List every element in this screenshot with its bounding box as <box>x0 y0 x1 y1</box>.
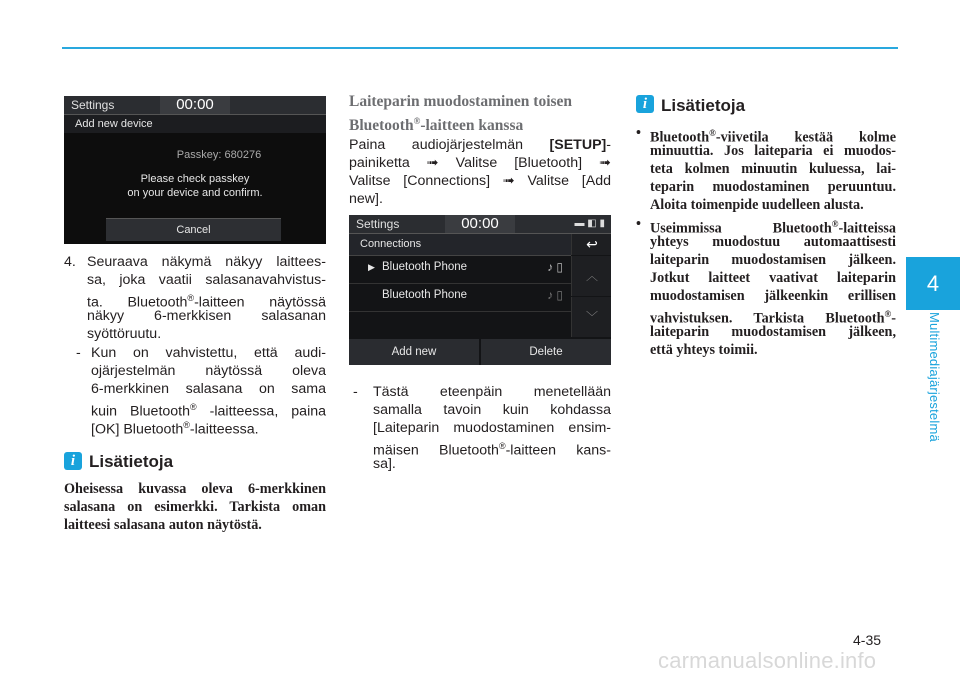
play-icon: ▶ <box>368 262 375 272</box>
screen-title: Settings <box>356 217 400 231</box>
step-text-line: Seuraava näkymä näkyy laittees- <box>87 254 326 270</box>
note-line: mäisen Bluetooth®-laitteen kans- <box>373 441 611 459</box>
step-text-line: syöttöruutu. <box>87 326 162 342</box>
info-text-line: teta kolmen minuutin kuluessa, lai- <box>650 161 896 177</box>
back-button: ↩ <box>571 234 611 255</box>
note-line: samalla tavoin kuin kohdassa <box>373 402 611 418</box>
scroll-up-button: ︿ <box>571 256 611 296</box>
connections-screen-image <box>349 215 611 365</box>
info-text-line: Aloita toimenpide uudelleen alusta. <box>650 197 864 213</box>
bullet: • <box>636 216 641 232</box>
screen-header <box>349 215 611 234</box>
step-number: 4. <box>64 254 76 270</box>
sub-text-line: kuin Bluetooth® -laitteessa, paina <box>91 402 326 420</box>
sub-text-line: ojärjestelmän näytössä oleva <box>91 363 326 379</box>
info-text-line: muodostamisen jälkeenkin erillisen <box>650 288 896 304</box>
message-line-1: Please check passkey <box>140 173 250 185</box>
phone-audio-icons: ♪ ▯ <box>547 288 563 302</box>
page-number: 4-35 <box>853 632 882 648</box>
sub-text-line: 6-merkkinen salasana on sama <box>91 381 326 397</box>
device-name: Bluetooth Phone <box>382 261 468 273</box>
delete-button: Delete <box>481 339 611 365</box>
info-text-line: yhteys muodostuu automaattisesti <box>650 234 896 250</box>
body-line: new]. <box>349 191 383 207</box>
info-text-line: Oheisessa kuvassa oleva 6-merkkinen <box>64 481 326 497</box>
note-dash: - <box>353 384 358 400</box>
info-icon: i <box>64 452 82 470</box>
sub-text-line: Kun on vahvistettu, että audi- <box>91 345 326 361</box>
scroll-down-button: ﹀ <box>571 297 611 337</box>
info-text-line: vahvistuksen. Tarkista Bluetooth®- <box>650 309 896 327</box>
note-line: [Laiteparin muodostaminen ensim- <box>373 420 611 436</box>
info-title: Lisätietoja <box>661 96 746 115</box>
step-text-line: ta. Bluetooth®-laitteen näytössä <box>87 293 327 311</box>
chapter-number-tab: 4 <box>906 257 960 310</box>
status-icons: ▬ ◧ ▮ <box>574 218 605 229</box>
body-line: painiketta ➟ Valitse [Bluetooth] ➟ <box>349 155 611 171</box>
screen-subtitle-bar <box>64 115 326 133</box>
info-text-line: minuuttia. Jos laiteparia ei muodos- <box>650 143 896 159</box>
passkey-screen-image <box>64 96 326 244</box>
info-text-line: laiteparin muodostamisen jälkeen. <box>650 252 896 268</box>
body-line: Paina audiojärjestelmän [SETUP]- <box>349 137 611 153</box>
note-line: Tästä eteenpäin menetellään <box>373 384 611 400</box>
screen-clock: 00:00 <box>445 215 515 233</box>
watermark: carmanualsonline.info <box>658 648 877 673</box>
info-text-line: Bluetooth®-viivetila kestää kolme <box>650 128 896 146</box>
info-title: Lisätietoja <box>89 452 174 471</box>
connections-title: Connections <box>360 238 422 250</box>
passkey-text: Passkey: 680276 <box>176 149 262 161</box>
sub-text-line: [OK] Bluetooth®-laitteessa. <box>91 420 259 438</box>
message-line-2: on your device and confirm. <box>127 187 263 199</box>
info-text-line: Useimmissa Bluetooth®-laitteissa <box>650 219 896 237</box>
step-text-line: sa, joka vaatii salasanavahvistus- <box>87 272 326 288</box>
note-line: sa]. <box>373 456 396 472</box>
screen-clock: 00:00 <box>160 96 230 114</box>
add-new-button: Add new <box>349 339 479 365</box>
screen-subtitle: Add new device <box>75 118 153 130</box>
section-heading-line-1: Laiteparin muodostaminen toisen <box>349 93 573 110</box>
info-text-line: laitteesi salasana auton näytöstä. <box>64 517 262 533</box>
body-line: Valitse [Connections] ➟ Valitse [Add <box>349 173 611 189</box>
device-name: Bluetooth Phone <box>382 289 468 301</box>
section-heading-line-2: Bluetooth®-laitteen kanssa <box>349 116 524 135</box>
info-text-line: teparin muodostaminen peruuntuu. <box>650 179 896 195</box>
header-rule <box>62 47 898 49</box>
screen-title: Settings <box>71 98 115 112</box>
chapter-title: Multimediajärjestelmä <box>927 312 942 442</box>
bullet: • <box>636 125 641 141</box>
step-text-line: näkyy 6-merkkisen salasanan <box>87 308 326 324</box>
info-text-line: että yhteys toimii. <box>650 342 758 358</box>
info-text-line: Jotkut laitteet vaativat laiteparin <box>650 270 896 286</box>
list-item <box>349 284 571 312</box>
connections-bar <box>349 234 571 256</box>
info-text-line: salasana on esimerkki. Tarkista oman <box>64 499 326 515</box>
info-text-line: laiteparin muodostamisen jälkeen, <box>650 324 896 340</box>
sub-dash: - <box>76 345 81 361</box>
cancel-button: Cancel <box>106 218 281 241</box>
screen-header <box>64 96 326 115</box>
info-icon: i <box>636 95 654 113</box>
list-item <box>349 256 571 284</box>
phone-audio-icons: ♪ ▯ <box>547 260 563 274</box>
